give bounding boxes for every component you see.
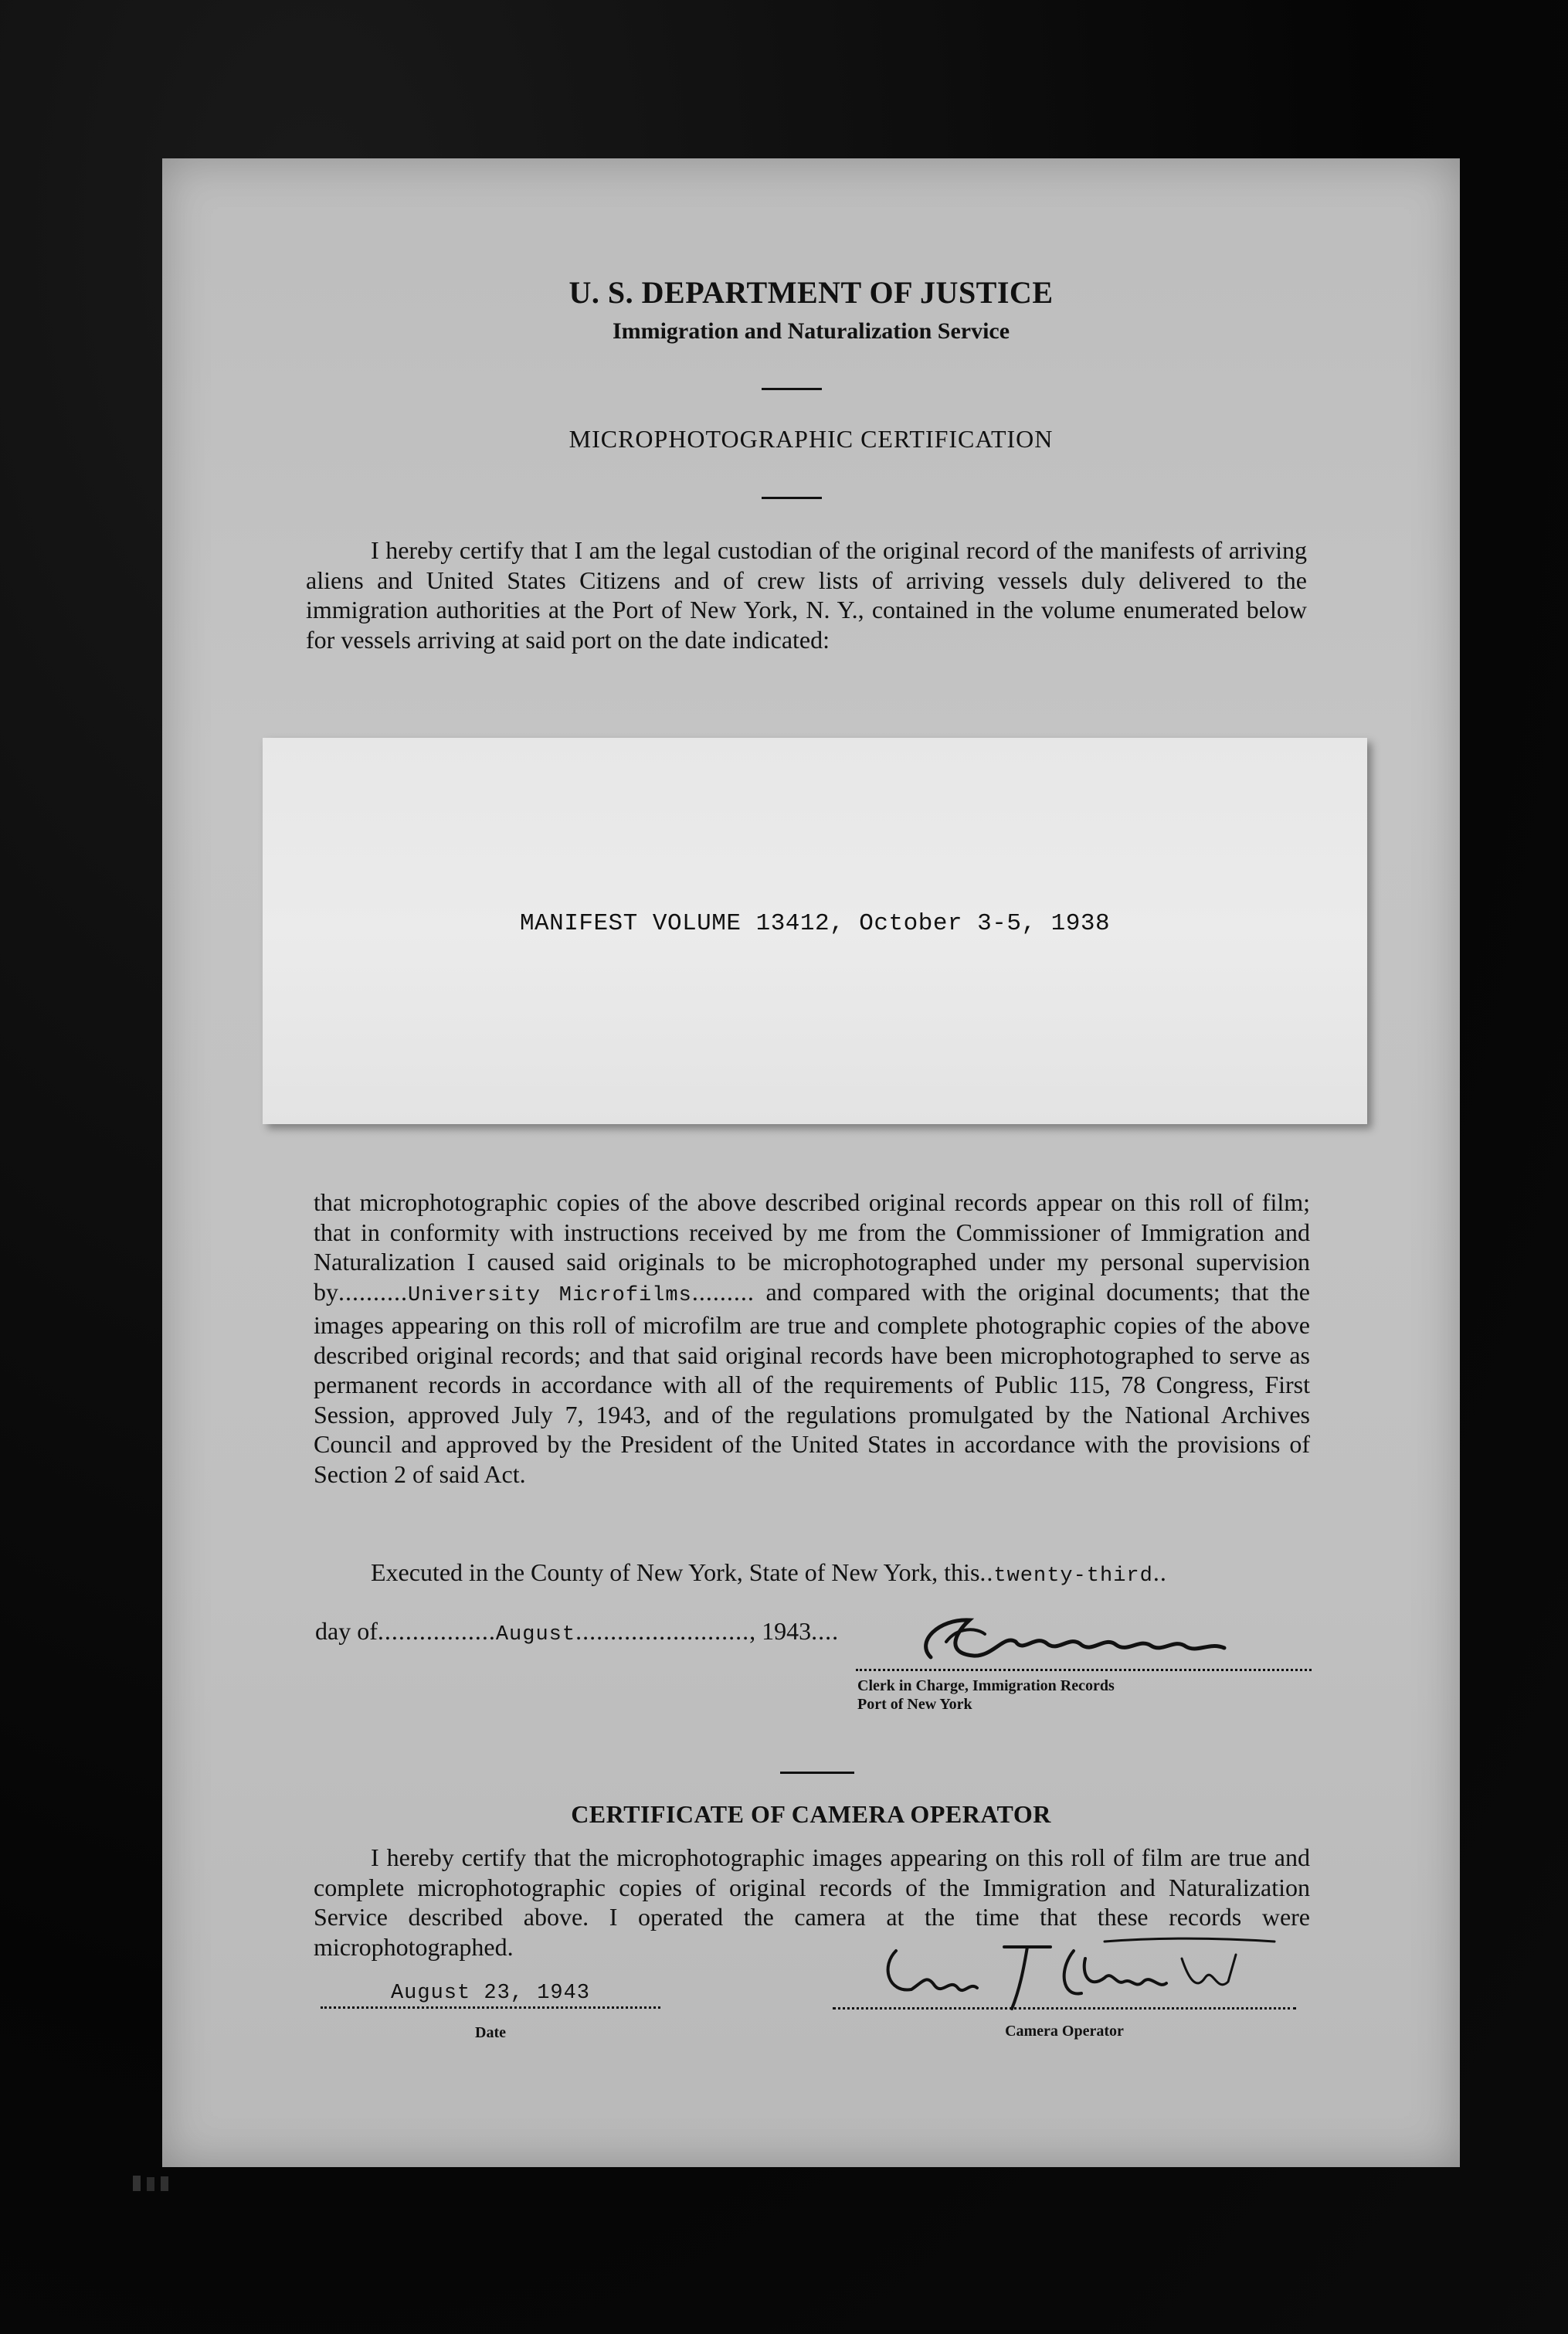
fill-dots: ....: [811, 1617, 840, 1645]
year-value: , 1943: [749, 1617, 812, 1645]
department-title: U. S. DEPARTMENT OF JUSTICE: [568, 275, 1054, 310]
day-word-value: twenty-third: [993, 1564, 1153, 1588]
clerk-title: [857, 1677, 1115, 1714]
day-of-line: [315, 1617, 839, 1646]
fill-dots: .........................: [575, 1617, 750, 1645]
certification-body-part2: and compared with the original documents; that the images appearing on this roll of microfilm are true and complete photographic copies of the above described original records; and that said original records have been microphotographed to serve as permanent records in accordance with all of the requirements of Public 115, 78 Congress, First Session, approved July 7, 1943, and of the regulations promulgated by the National Archives Council and approved by the President of the United States in accordance with the provisions of Section 2 of said Act.: [314, 1277, 1311, 1488]
divider-rule: [762, 497, 822, 499]
day-of-label: day of: [315, 1617, 378, 1645]
camera-certificate-title: CERTIFICATE OF CAMERA OPERATOR: [571, 1800, 1051, 1828]
certification-body-part1: that microphotographic copies of the above described original records appear on this roll of film; that in conformity with instructions received by me from the Commissioner of Immigration and Naturalization I caused said originals to be microphotographed under my personal supervision by: [314, 1188, 1310, 1306]
divider-rule: [762, 388, 822, 390]
camera-certificate-text: I hereby certify that the microphotographic images appearing on this roll of film are true and complete microphotographic copies of original records of the Immigration and Naturalization Service described above. I operated the camera at the time that these records were microphotographed.: [314, 1843, 1310, 1961]
operator-signature-line: [833, 2007, 1296, 2010]
fill-dots: ..........: [338, 1277, 408, 1306]
clerk-title-line1: Clerk in Charge, Immigration Records: [857, 1677, 1115, 1694]
clerk-signature: [900, 1611, 1255, 1684]
month-value: August: [495, 1623, 576, 1646]
certification-body: [314, 1187, 1310, 1489]
certificate-sheet: [162, 158, 1460, 2167]
manifest-volume-text: MANIFEST VOLUME 13412, October 3-5, 1938: [519, 910, 1111, 937]
service-subtitle: Immigration and Naturalization Service: [612, 318, 1010, 344]
date-label: Date: [475, 2024, 506, 2041]
executed-text: Executed in the County of New York, State of New York, this: [371, 1558, 980, 1586]
camera-operator-label: Camera Operator: [1005, 2023, 1124, 2040]
divider-rule: [780, 1772, 854, 1774]
operator-date-field: [321, 1982, 660, 2009]
fill-dots: .................: [377, 1617, 496, 1645]
fill-dots: ..: [1152, 1558, 1167, 1586]
operator-date-value: August 23, 1943: [390, 1982, 591, 2005]
executed-line: [371, 1558, 1167, 1588]
certification-title: MICROPHOTOGRAPHIC CERTIFICATION: [568, 425, 1054, 453]
fill-dots: .........: [691, 1277, 755, 1306]
filmed-by-value: University Microfilms: [408, 1283, 692, 1307]
film-speck-marks: [130, 2173, 176, 2194]
camera-operator-signature: [873, 1935, 1274, 2024]
manifest-label-card: [263, 738, 1367, 1124]
fill-dots: ..: [979, 1558, 994, 1586]
custodian-paragraph: I hereby certify that I am the legal custodian of the original record of the manifests of arriving aliens and United States Citizens and of crew lists of arriving vessels duly delivered to the immigration authorities at the Port of New York, N. Y., contained in the volume enumerated below for vessels arriving at said port on the date indicated:: [306, 536, 1307, 654]
clerk-signature-line: [856, 1669, 1312, 1671]
clerk-title-line2: Port of New York: [857, 1696, 972, 1713]
